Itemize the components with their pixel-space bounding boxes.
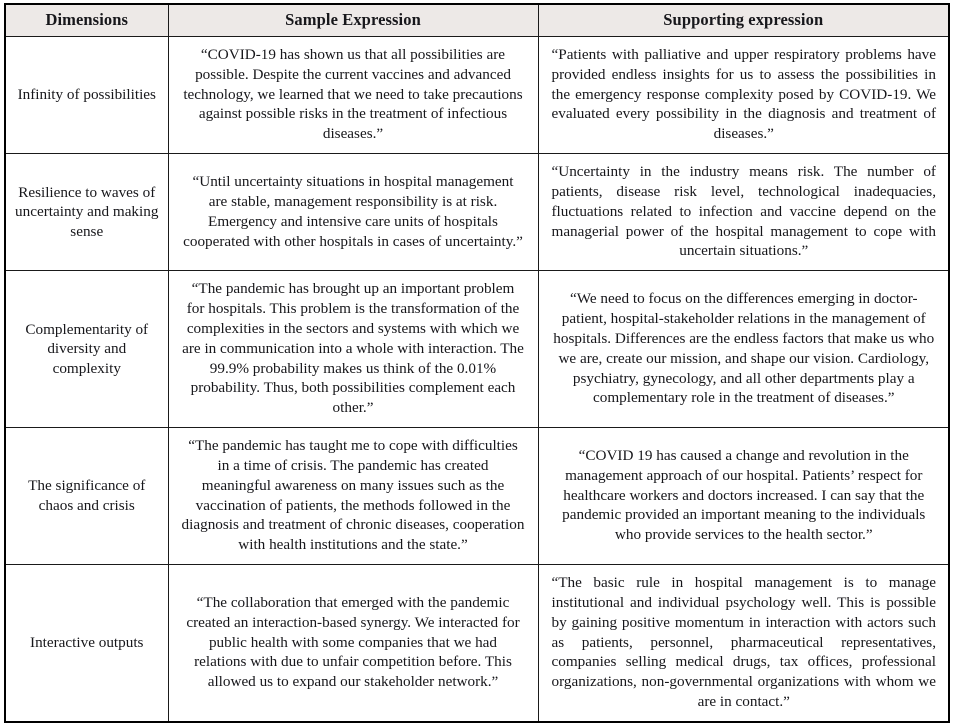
table-row <box>5 271 949 428</box>
column-header-supporting-expression: Supporting expression <box>538 4 949 37</box>
supporting-expression-text: “Patients with palliative and upper respiratory problems have provided endless insights for us to assess the possibilities in the emergency response complexity posed by COVID-19. We evaluated every possibility in the diagnosis and treatment of diseases.” <box>551 46 936 143</box>
table-header <box>5 4 949 37</box>
dimension-text: Infinity of possibilities <box>17 86 156 104</box>
cell-dimension <box>5 565 168 722</box>
dimension-text: The significance of chaos and crisis <box>28 477 146 515</box>
dimensions-expressions-table <box>4 3 950 723</box>
cell-sample-expression <box>168 154 538 271</box>
cell-supporting-expression <box>538 154 949 271</box>
dimension-text: Complementarity of diversity and complexity <box>25 320 149 378</box>
dimension-text: Resilience to waves of uncertainty and making sense <box>15 183 159 241</box>
cell-sample-expression <box>168 37 538 154</box>
sample-expression-text: “The collaboration that emerged with the pandemic created an interaction-based synergy. We interacted for public health with some companies that we had relations with due to unfair competition before. This allowed us to expand our stakeholder network.” <box>186 593 520 691</box>
cell-dimension <box>5 154 168 271</box>
sample-expression-text: “Until uncertainty situations in hospital management are stable, management responsibility is at risk. Emergency and intensive care units of hospitals cooperated with other hospitals in cases of uncertainty.” <box>183 173 523 250</box>
sample-expression-text: “The pandemic has brought up an important problem for hospitals. This problem is the transformation of the complexities in the sectors and systems with which we are in communication into a whole with interaction. The 99.9% probability makes us think of the 0.01% probability. Thus, both possibilities complement each other.” <box>182 280 524 417</box>
column-header-dimensions: Dimensions <box>5 4 168 37</box>
cell-supporting-expression <box>538 428 949 565</box>
dimension-text: Interactive outputs <box>30 634 144 652</box>
sample-expression-text: “COVID-19 has shown us that all possibilities are possible. Despite the current vaccines and advanced technology, we learned that we need to take precautions against possible risks in the treatment of infectious diseases.” <box>183 46 523 143</box>
table-header-row <box>5 4 949 37</box>
cell-dimension <box>5 37 168 154</box>
cell-dimension <box>5 428 168 565</box>
supporting-expression-text: “COVID 19 has caused a change and revolution in the management approach of our hospital. Patients’ respect for healthcare workers and doctors increased. I can say that the pandemic provided an important meaning to the individuals who provide services to the health sector.” <box>562 446 926 544</box>
cell-supporting-expression <box>538 565 949 722</box>
cell-sample-expression <box>168 271 538 428</box>
cell-supporting-expression <box>538 37 949 154</box>
sample-expression-text: “The pandemic has taught me to cope with difficulties in a time of crisis. The pandemic has created meaningful awareness on many issues such as the vaccination of patients, the methods followed in the diagnosis and treatment of chronic diseases, cooperation with health institutions and the state.” <box>181 437 525 554</box>
supporting-expression-text: “We need to focus on the differences emerging in doctor-patient, hospital-stakeholder relations in the management of hospitals. Differences are the endless factors that make us who we are, create our mission, and shape our vision. Cardiology, psychiatry, gynecology, and all other departments play a complementary role in the treatment of diseases.” <box>553 290 935 407</box>
supporting-expression-text: “Uncertainty in the industry means risk. The number of patients, disease risk level, technological inadequacies, fluctuations related to infection and vaccine depend on the managerial power of the hospital management to cope with uncertain situations.” <box>551 163 936 260</box>
qualitative-table-container <box>4 3 948 723</box>
table-row <box>5 37 949 154</box>
table-body <box>5 37 949 722</box>
table-row <box>5 565 949 722</box>
cell-dimension <box>5 271 168 428</box>
supporting-expression-text: “The basic rule in hospital management is to manage institutional and individual psychology well. This is possible by gaining positive momentum in interaction with actors such as patients, personnel, pharmaceutical representatives, companies selling medical drugs, tax offices, professional organizations, non-governmental organizations with whom we are in contact.” <box>551 574 936 711</box>
cell-supporting-expression <box>538 271 949 428</box>
cell-sample-expression <box>168 565 538 722</box>
table-row <box>5 428 949 565</box>
column-header-sample-expression: Sample Expression <box>168 4 538 37</box>
table-row <box>5 154 949 271</box>
cell-sample-expression <box>168 428 538 565</box>
